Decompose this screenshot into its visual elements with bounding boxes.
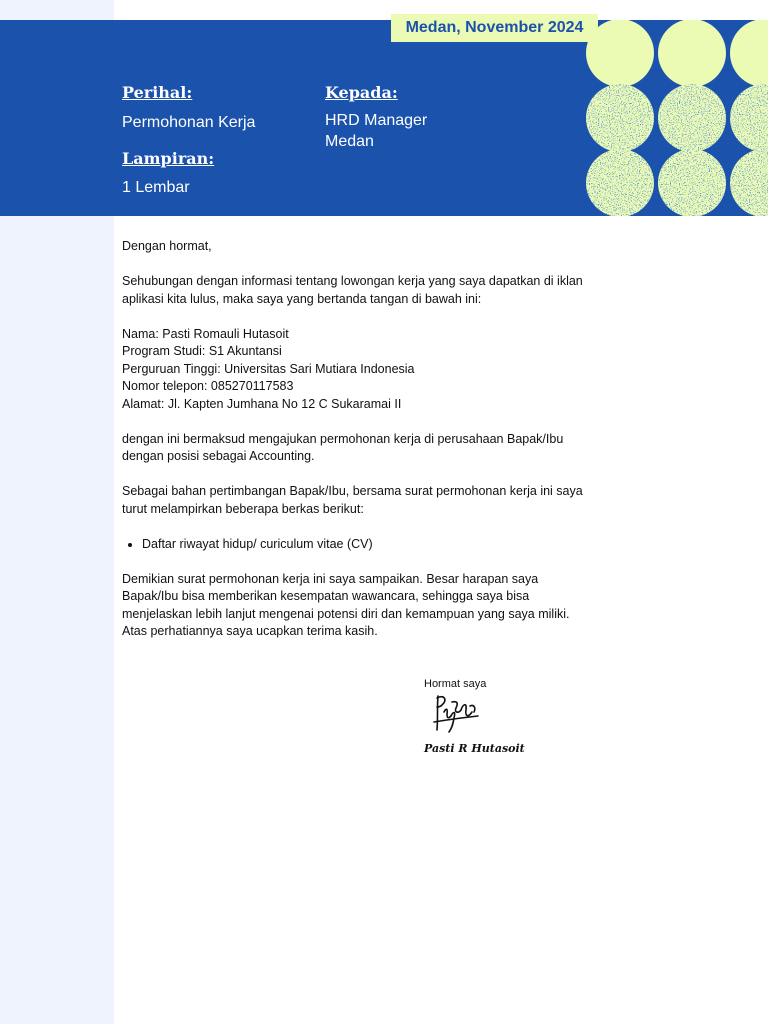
detail-name: Nama: Pasti Romauli Hutasoit xyxy=(122,326,289,341)
detail-program: Program Studi: S1 Akuntansi xyxy=(122,344,282,358)
applicant-details xyxy=(122,326,602,414)
decorative-dots xyxy=(585,20,768,216)
detail-address: Alamat: Jl. Kapten Jumhana No 12 C Sukaramai II xyxy=(122,396,402,411)
handwritten-signature xyxy=(432,692,482,736)
header-band xyxy=(0,20,768,216)
kepada-heading: Kepada: xyxy=(325,83,398,102)
dot-5 xyxy=(658,84,726,152)
dot-7 xyxy=(586,149,654,216)
dot-2 xyxy=(658,20,726,87)
attachment-list xyxy=(122,536,602,554)
letter-body xyxy=(122,238,602,658)
purpose-line: dengan ini bermaksud mengajukan permohonan kerja di perusahaan Bapak/Ibu xyxy=(122,431,564,446)
closing-line: menjelaskan lebih lanjut mengenai potensi diri dan kemampuan yang saya miliki. xyxy=(122,606,570,621)
attachment-intro xyxy=(122,483,602,518)
attachment-intro-line: turut melampirkan beberapa berkas berikut: xyxy=(122,501,364,516)
intro-line: Sehubungan dengan informasi tentang lowongan kerja yang saya dapatkan di iklan xyxy=(122,274,583,288)
closing-line: Atas perhatiannya saya ucapkan terima kasih. xyxy=(122,624,378,638)
dot-6 xyxy=(730,84,768,152)
dot-9 xyxy=(730,149,768,216)
closing-line: Demikian surat permohonan kerja ini saya sampaikan. Besar harapan saya xyxy=(122,571,539,586)
closing-line: Bapak/Ibu bisa memberikan kesempatan wawancara, sehingga saya bisa xyxy=(122,589,530,603)
dot-8 xyxy=(658,149,726,216)
detail-phone: Nomor telepon: 085270117583 xyxy=(122,379,294,393)
purpose-line: dengan posisi sebagai Accounting. xyxy=(122,449,315,463)
dot-3 xyxy=(730,20,768,87)
signoff-block xyxy=(424,678,554,755)
lampiran-heading: Lampiran: xyxy=(122,149,215,168)
signer-name: Pasti R Hutasoit xyxy=(424,742,525,755)
perihal-value: Permohonan Kerja xyxy=(122,114,256,131)
closing-paragraph xyxy=(122,571,602,641)
attachment-item: • Daftar riwayat hidup/ curiculum vitae (CV) xyxy=(142,536,602,554)
greeting: Dengan hormat, xyxy=(122,239,212,253)
dot-4 xyxy=(586,84,654,152)
signoff-greeting: Hormat saya xyxy=(424,678,487,690)
attachment-intro-line: Sebagai bahan pertimbangan Bapak/Ibu, bersama surat permohonan kerja ini saya xyxy=(122,484,583,498)
intro-paragraph xyxy=(122,273,602,308)
intro-line: aplikasi kita lulus, maka saya yang bertanda tangan di bawah ini: xyxy=(122,291,482,306)
date-label: Medan, November 2024 xyxy=(391,14,598,42)
lampiran-value: 1 Lembar xyxy=(122,179,190,196)
perihal-heading: Perihal: xyxy=(122,83,193,102)
kepada-recipient: HRD Manager xyxy=(325,112,428,129)
detail-university: Perguruan Tinggi: Universitas Sari Mutiara Indonesia xyxy=(122,361,415,376)
kepada-city: Medan xyxy=(325,133,374,150)
purpose-paragraph xyxy=(122,431,602,466)
